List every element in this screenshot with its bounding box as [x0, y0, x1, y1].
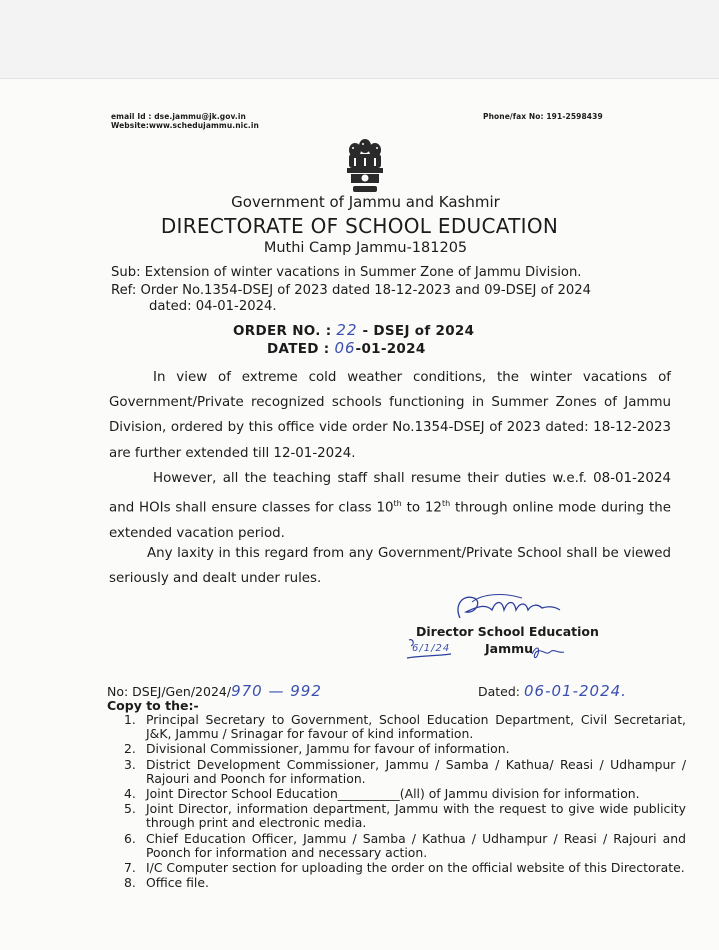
dispatch-date-line [478, 682, 627, 700]
list-item-text: Principal Secretary to Government, School Education Department, Civil Secretariat, J&K, Jammu / Srinagar for favour of kind information. [146, 712, 686, 742]
list-item-text: District Development Commissioner, Jammu / Samba / Kathua/ Reasi / Udhampur / Rajouri and Poonch for information. [146, 756, 686, 786]
order-date-handwritten: 06 [334, 339, 356, 357]
phone-text: Phone/fax No: 191-2598439 [483, 112, 603, 121]
dispatch-number-label: No: DSEJ/Gen/2024/ [107, 684, 232, 699]
superscript-th-1: th [393, 499, 402, 509]
website-text: Website:www.schedujammu.nic.in [111, 121, 259, 130]
dispatch-date-handwritten: 06-01-2024. [524, 682, 627, 700]
list-item-number: 2. [124, 741, 136, 757]
top-background [0, 0, 719, 78]
address-line: Muthi Camp Jammu-181205 [263, 240, 468, 256]
email-text: email Id : dse.jammu@jk.gov.in [111, 112, 246, 121]
reference-line-1: Ref: Order No.1354-DSEJ of 2023 dated 18-12-2023 and 09-DSEJ of 2024 [111, 283, 592, 298]
paragraph-3-text: Any laxity in this regard from any Government/Private School shall be viewed seriously and dealt under rules. [109, 546, 671, 587]
order-date-suffix: -01-2024 [355, 341, 426, 357]
initial-date-handwritten: 6/1/24 [412, 643, 451, 654]
list-item [124, 742, 686, 756]
list-item-text: Office file. [146, 875, 209, 891]
small-initials-icon [528, 642, 568, 662]
list-item-number: 8. [124, 875, 136, 891]
subject-line: Sub: Extension of winter vacations in Summer Zone of Jammu Division. [111, 265, 582, 280]
copy-heading: Copy to the:- [107, 698, 199, 713]
paragraph-1-text: In view of extreme cold weather conditions, the winter vacations of Government/Private recognized schools functioning in Summer Zones of Jammu Division, ordered by this office vide order No.1354-DSEJ of 2023 dated: 18-12-2023 are further extended till 12-01-2024. [109, 370, 671, 461]
paragraph-2-part-c: through online mode during the extended vacation period. [109, 500, 671, 541]
order-number-handwritten: 22 [336, 321, 358, 339]
list-item [124, 876, 686, 890]
order-suffix: - DSEJ of 2024 [357, 323, 475, 339]
order-date-line [267, 339, 426, 357]
list-item [124, 832, 686, 860]
directorate-title: DIRECTORATE OF SCHOOL EDUCATION [160, 214, 559, 238]
list-item [124, 787, 686, 801]
paragraph-2-part-a: However, all the teaching staff shall resume their duties w.e.f. 08-01-2024 and HOIs shall ensure classes for class 10 [109, 471, 671, 516]
order-label: ORDER NO. : [233, 323, 337, 339]
list-item [124, 758, 686, 786]
list-item-number: 3. [124, 756, 136, 772]
list-item [124, 713, 686, 741]
paragraph-2-part-b: to 12 [401, 500, 442, 516]
body-paragraph-2 [109, 466, 671, 546]
paragraph-2-text [109, 466, 671, 546]
list-item [124, 802, 686, 830]
list-item-number: 7. [124, 860, 136, 876]
government-title: Government of Jammu and Kashmir [231, 193, 500, 211]
list-item-text: Joint Director School Education__________(All) of Jammu division for information. [146, 786, 640, 802]
order-number-line [233, 321, 474, 339]
list-item-text: Joint Director, information department, Jammu with the request to give wide publicity through print and electronic media. [146, 801, 686, 831]
signatory-title: Director School Education [416, 624, 599, 639]
list-item-number: 1. [124, 712, 136, 727]
list-item [124, 861, 686, 875]
list-item-number: 5. [124, 801, 136, 817]
copy-list [124, 713, 686, 891]
superscript-th-2: th [441, 499, 451, 509]
list-item-text: Chief Education Officer, Jammu / Samba / Kathua / Udhampur / Reasi / Rajouri and Poonch for information and necessary action. [146, 830, 686, 860]
body-paragraph-1 [109, 365, 671, 466]
dispatch-number-handwritten: 970 — 992 [231, 682, 322, 700]
list-item-number: 6. [124, 830, 136, 846]
list-item-text: I/C Computer section for uploading the order on the official website of this Directorate. [146, 860, 685, 876]
national-emblem-icon [340, 134, 390, 196]
list-item-number: 4. [124, 786, 136, 802]
list-item-text: Divisional Commissioner, Jammu for favour of information. [146, 741, 510, 757]
signatory-place: Jammu [485, 641, 534, 656]
reference-line-2: dated: 04-01-2024. [149, 299, 277, 314]
dispatch-date-label: Dated: [478, 684, 524, 699]
body-paragraph-3 [109, 541, 671, 591]
order-date-label: DATED : [267, 341, 335, 357]
